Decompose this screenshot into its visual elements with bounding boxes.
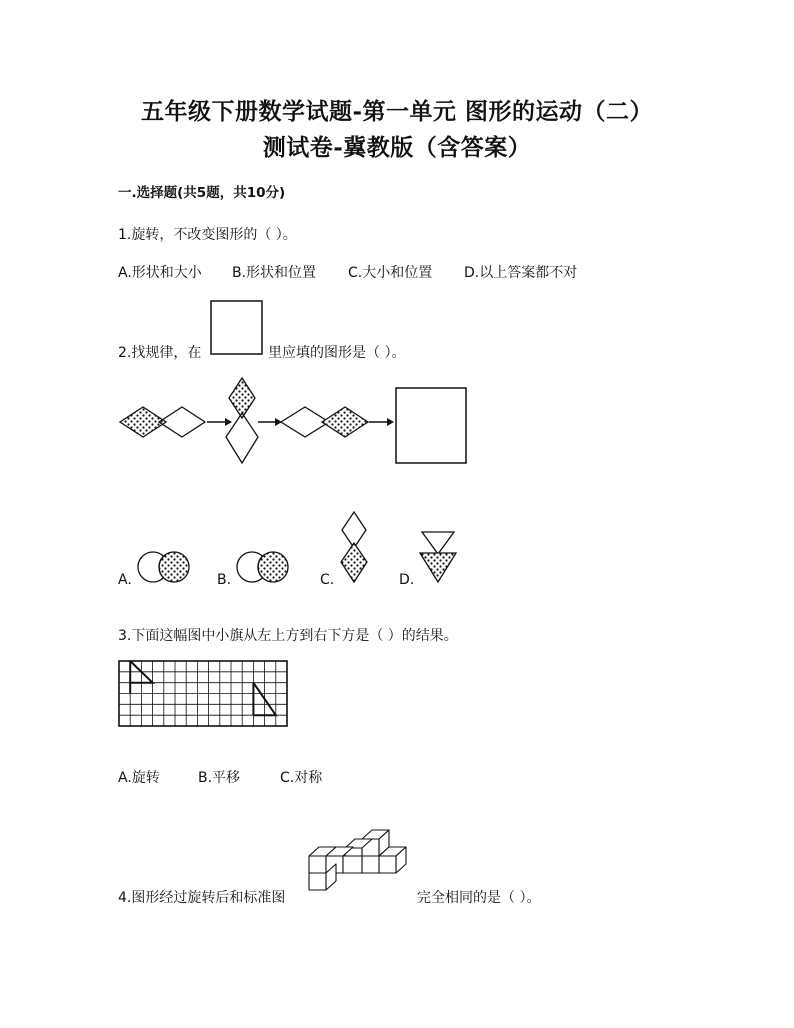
q2-option-a[interactable]: A. — [118, 572, 132, 588]
q2-pattern-sequence — [115, 375, 475, 470]
sequence-arrow-1 — [207, 418, 232, 426]
q3-flag-grid — [118, 660, 293, 730]
page-title-line2: 测试卷-冀教版（含答案） — [262, 134, 532, 161]
q3-option-b[interactable]: B.平移 — [198, 770, 241, 786]
sequence-figure-1 — [120, 407, 205, 437]
q2-option-c[interactable]: C. — [320, 572, 335, 588]
q3-option-c[interactable]: C.对称 — [280, 770, 323, 786]
question-1-text: 1.旋转，不改变图形的（ ）。 — [118, 227, 297, 243]
q1-option-a[interactable]: A.形状和大小 — [118, 265, 202, 281]
question-2-text-before: 2.找规律，在 — [118, 345, 202, 361]
q2-option-a-figure[interactable] — [134, 549, 194, 585]
sequence-figure-3 — [281, 407, 368, 437]
page-title-line1: 五年级下册数学试题-第一单元 图形的运动（二） — [140, 98, 654, 125]
question-4-text-after: 完全相同的是（ ）。 — [417, 890, 541, 906]
q2-option-c-figure[interactable] — [338, 510, 372, 586]
question-3-text: 3.下面这幅图中小旗从左上方到右下方是（ ）的结果。 — [118, 628, 458, 644]
sequence-figure-2 — [226, 378, 258, 463]
sequence-arrow-2 — [258, 418, 282, 426]
q4-standard-cube-figure — [305, 828, 415, 896]
q1-option-d[interactable]: D.以上答案都不对 — [464, 265, 578, 281]
section-header: 一.选择题(共5题，共10分) — [118, 185, 286, 201]
q2-option-b[interactable]: B. — [217, 572, 232, 588]
question-2-text-after: 里应填的图形是（ ）。 — [268, 345, 406, 361]
sequence-blank-square — [396, 388, 466, 463]
sequence-arrow-3 — [369, 418, 394, 426]
q2-option-b-figure[interactable] — [233, 549, 293, 585]
q3-option-a[interactable]: A.旋转 — [118, 770, 160, 786]
q2-blank-box — [210, 300, 264, 356]
q1-option-c[interactable]: C.大小和位置 — [348, 265, 433, 281]
question-4-text-before: 4.图形经过旋转后和标准图 — [118, 890, 286, 906]
q1-option-b[interactable]: B.形状和位置 — [232, 265, 317, 281]
q2-option-d[interactable]: D. — [399, 572, 415, 588]
q2-option-d-figure[interactable] — [418, 526, 460, 586]
